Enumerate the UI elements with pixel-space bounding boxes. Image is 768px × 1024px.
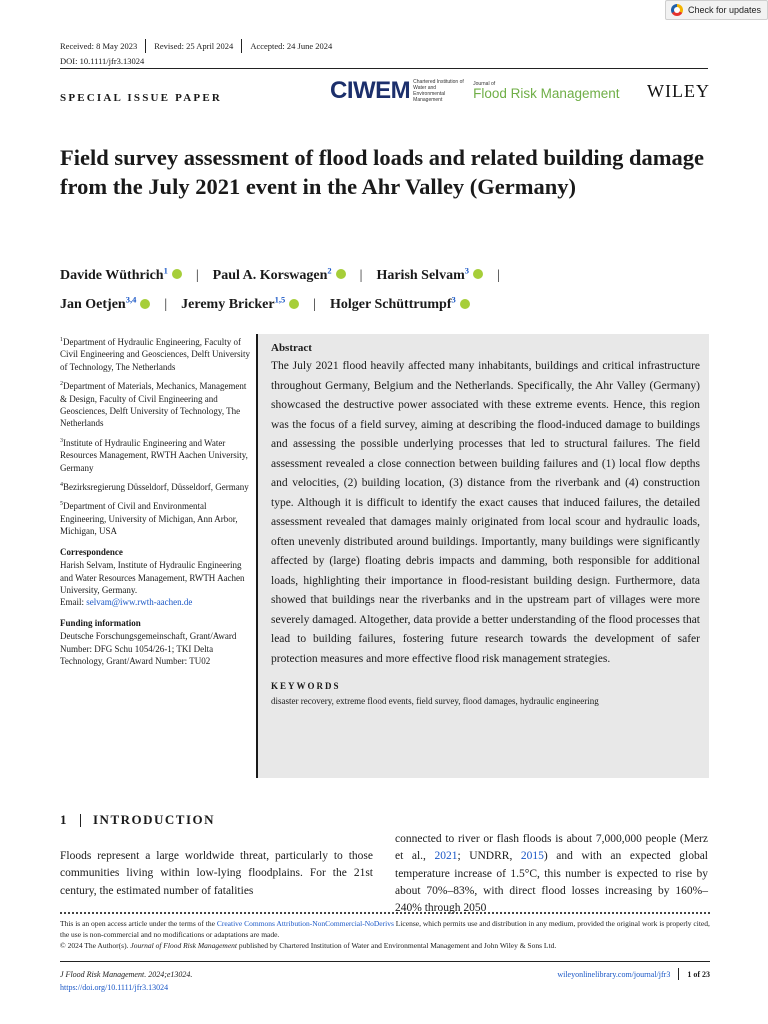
abstract-heading: Abstract (271, 342, 312, 354)
article-dates (60, 39, 332, 53)
author[interactable]: Holger Schüttrumpf$^3$iD (330, 297, 470, 312)
citation-link[interactable]: 2015 (520, 850, 544, 863)
date-divider (145, 39, 146, 53)
correspondence-heading: Correspondence (60, 546, 123, 557)
affiliations-sidebar (60, 334, 250, 672)
affiliation: $^4$Bezirksregierung Düsseldorf, Düsseldorf, Germany (60, 482, 249, 493)
journal-of-label: Journal of (473, 81, 496, 87)
section-number: 1 (60, 812, 68, 827)
section-title: INTRODUCTION (93, 812, 216, 827)
intro-right-column: connected to river or flash floods is about 7,000,000 people (Merz et al., 2021; UNDRR, 2015) and with an expected global temperature increase of 1.5°C, this number is expected to rise by about 70%–83%, with direct flood losses increasing by 160%–240% through 2050 (395, 833, 708, 915)
footnote-rule (60, 912, 710, 914)
author[interactable]: Jeremy Bricker$^{1,5}$iD (181, 297, 299, 312)
date-divider (241, 39, 242, 53)
doi-link[interactable]: https://doi.org/10.1111/jfr3.13024 (60, 983, 169, 992)
journal-site-link[interactable]: wileyonlinelibrary.com/journal/jfr3 (557, 969, 671, 979)
journal-logo (473, 81, 619, 101)
orcid-icon[interactable] (289, 299, 299, 309)
author[interactable]: Davide Wüthrich$^1$iD (60, 268, 182, 283)
license-link[interactable]: Creative Commons Attribution-NonCommercial-NoDerivs (216, 919, 394, 928)
abstract-text: The July 2021 flood heavily affected many inhabitants, buildings and critical infrastructure throughout Germany, Belgium and the Netherlands. Specifically, the Ahr Valley (Germany) showcased the destructive power associated with these extreme events. Hence, this region was the focus of a field survey, aiming at describing the flood-induced damage to buildings and assessing the possible underlying processes that led to structural failures. The field assessment revealed a close connection between building failures and (1) local flow depths and velocities, (2) building location, (3) distance from the riverbank and (4) construction type. Although it is difficult to identify the exact causes that induced failures, the detailed assessment revealed that damages mainly originated from local scour and hydraulic loads, often unevenly distributed around buildings. Importantly, many buildings were significantly affected by (large) floating debris impacts and damming, both responsible for additional loads, highlighting their importance in flood-resistant building design. Furthermore, data showed that buildings near the riverbanks and in the upstream part of villages were more severely damaged. Altogether, data provide a better understanding of the flood processes that lead to building failures, fostering future research towards the development of safer protection measures and more effective flood risk management strategies. (271, 360, 700, 665)
license-note: This is an open access article under the terms of the Creative Commons Attribution-NonCommercial-NoDerivs License, which permits use and distribution in any medium, provided the original work is properly cited, the use is non-commercial and no modifications or adaptations are made. © 2024 The Author(s). Journal of Flood Risk Management published by Chartered Institution of Water and Environmental Management and John Wiley & Sons Ltd. (60, 919, 710, 950)
issue-type: SPECIAL ISSUE PAPER (60, 92, 223, 104)
section-heading (60, 812, 215, 828)
footer-rule (60, 961, 710, 962)
footer-citation: J Flood Risk Management. 2024;e13024. https://doi.org/10.1111/jfr3.13024 (60, 970, 193, 992)
wiley-logo: WILEY (647, 80, 710, 101)
accepted-date: Accepted: 24 June 2024 (250, 41, 333, 51)
footer-right (557, 968, 710, 980)
orcid-icon[interactable] (140, 299, 150, 309)
author[interactable]: Jan Oetjen$^{3,4}$iD (60, 297, 150, 312)
article-doi: DOI: 10.1111/jfr3.13024 (60, 56, 145, 66)
affiliation: $^2$Department of Materials, Mechanics, Management & Design, Faculty of Civil Engineering and Geosciences, Delft University of Technology, The Netherlands (60, 381, 247, 429)
affiliation: $^3$Institute of Hydraulic Engineering and Water Resources Management, RWTH Aachen University, Germany (60, 437, 248, 473)
affiliation: $^5$Department of Civil and Environmental Engineering, University of Michigan, Ann Arbor, Michigan, USA (60, 501, 238, 537)
citation-link[interactable]: 2021 (434, 850, 458, 863)
journal-title-logo: Flood Risk Management (473, 86, 620, 101)
check-for-updates-button[interactable] (665, 0, 768, 20)
author[interactable]: Harish Selvam$^3$iD (376, 268, 483, 283)
revised-date: Revised: 25 April 2024 (154, 41, 234, 51)
funding-heading: Funding information (60, 617, 141, 628)
header-rule (60, 68, 708, 69)
page-number: 1 of 23 (687, 969, 710, 979)
ciwem-logo: CIWEM (330, 77, 411, 104)
ciwem-subtitle: Chartered Institution of Water and Environmental Management (413, 79, 464, 103)
section-divider (80, 814, 81, 827)
correspondence-text: Harish Selvam, Institute of Hydraulic Engineering and Water Resources Management, RWTH Aachen University, Germany. Email: selvam@iww.rwth-aachen.de (60, 560, 245, 608)
funding-text: Deutsche Forschungsgemeinschaft, Grant/Award Number: DFG Schu 1054/26-1; TKI Delta Technology, Grant/Award Number: TU02 (60, 631, 237, 666)
affiliation: $^1$Department of Hydraulic Engineering, Faculty of Civil Engineering and Geosciences, Delft University of Technology, The Netherlands (60, 337, 250, 372)
orcid-icon[interactable] (172, 269, 182, 279)
footer-divider (678, 968, 679, 980)
orcid-icon[interactable] (336, 269, 346, 279)
crossmark-icon (671, 4, 683, 16)
email-link[interactable]: selvam@iww.rwth-aachen.de (86, 597, 193, 608)
abstract-box (258, 334, 709, 778)
keywords-heading: KEYWORDS (271, 681, 341, 691)
author[interactable]: Paul A. Korswagen$^2$iD (213, 268, 346, 283)
orcid-icon[interactable] (473, 269, 483, 279)
paper-title: Field survey assessment of flood loads and related building damage from the July 2021 event in the Ahr Valley (Germany) (60, 145, 705, 199)
author-list: Davide Wüthrich$^1$iD | Paul A. Korswagen$^2$iD | Harish Selvam$^3$iD | Jan Oetjen$^{3,4}$iD | Jeremy Bricker$^{1,5}$iD | Holger Schüttrumpf$^3$iD (60, 258, 720, 317)
orcid-icon[interactable] (460, 299, 470, 309)
keywords: disaster recovery, extreme flood events, field survey, flood damages, hydraulic engineering (271, 696, 599, 706)
intro-left-column: Floods represent a large worldwide threat, particularly to those communities living within low-lying floodplains. For the 21st century, the estimated number of fatalities (60, 850, 373, 897)
received-date: Received: 8 May 2023 (60, 41, 138, 51)
check-for-updates-label: Check for updates (688, 5, 762, 15)
publisher-logos (330, 78, 710, 104)
